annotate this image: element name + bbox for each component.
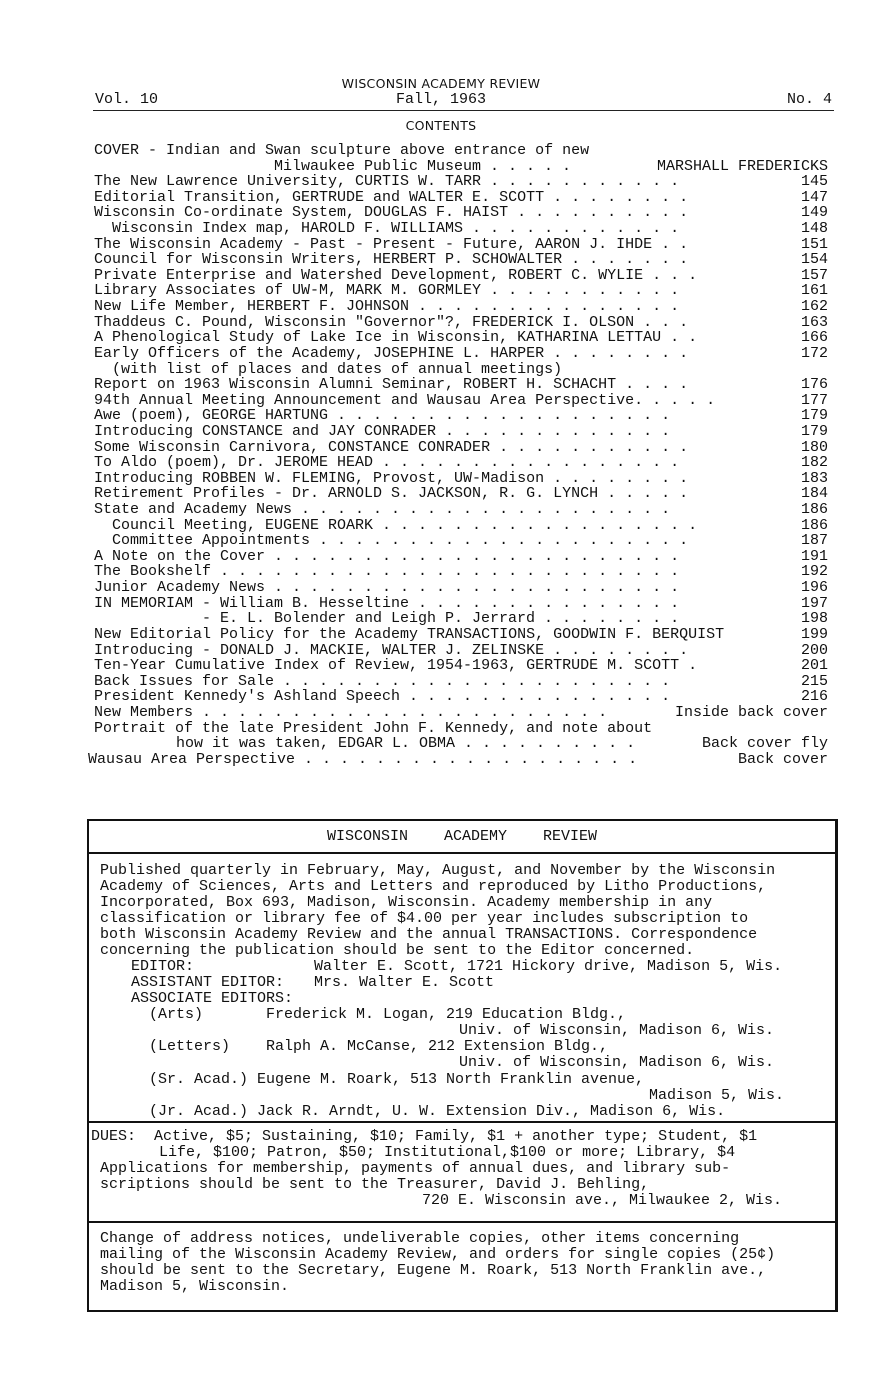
toc-page: Inside back cover <box>674 703 828 721</box>
toc-page: 216 <box>800 688 828 706</box>
associate-line: Madison 5, Wis. <box>649 1087 785 1104</box>
toc-row <box>94 174 834 190</box>
toc-entry: Some Wisconsin Carnivora, CONSTANCE CONRADER . . . . . . . . . . . <box>94 438 689 456</box>
toc-row <box>94 689 834 705</box>
toc-entry: COVER - Indian and Swan sculpture above entrance of new <box>94 142 590 159</box>
toc-entry: Introducing CONSTANCE and JAY CONRADER . . . . . . . . . . . . . <box>94 422 671 440</box>
toc-entry: - E. L. Bolender and Leigh P. Jerrard . . . . . . . . <box>202 610 680 628</box>
toc-page: 196 <box>800 579 828 597</box>
toc-row <box>94 424 834 440</box>
toc-row <box>94 159 834 175</box>
toc-page: MARSHALL FREDERICKS <box>656 157 828 175</box>
associate-section: (Letters) <box>149 1038 231 1055</box>
toc-entry: Back Issues for Sale . . . . . . . . . . . . . . . . . . . . . . <box>94 672 671 690</box>
toc-row <box>94 299 834 315</box>
toc-entry: State and Academy News . . . . . . . . . . . . . . . . . . . . . <box>94 501 671 519</box>
address-line: Change of address notices, undeliverable copies, other items concerning <box>100 1230 740 1247</box>
toc-row <box>94 611 834 627</box>
toc-page: 179 <box>800 422 828 440</box>
associate-line: Jack R. Arndt, U. W. Extension Div., Madison 6, Wis. <box>257 1103 726 1120</box>
toc-row <box>94 143 834 159</box>
toc-page: 149 <box>800 204 828 222</box>
toc-page: 161 <box>800 282 828 300</box>
toc-page: 187 <box>800 532 828 550</box>
toc-entry: Introducing - DONALD J. MACKIE, WALTER J. ZELINSKE . . . . . . . . <box>94 641 689 659</box>
toc-page: 147 <box>800 188 828 206</box>
toc-page: 186 <box>800 501 828 519</box>
associate-line: Eugene M. Roark, 513 North Franklin avenue, <box>257 1071 645 1088</box>
dues-line: scriptions should be sent to the Treasurer, David J. Behling, <box>100 1176 650 1193</box>
publication-line: Incorporated, Box 693, Madison, Wisconsin. Academy membership in any <box>100 894 713 911</box>
toc-row <box>94 564 834 580</box>
toc-entry: Thaddeus C. Pound, Wisconsin "Governor"?, FREDERICK I. OLSON . . . <box>94 313 689 331</box>
box-title: WISCONSIN ACADEMY REVIEW <box>326 828 598 845</box>
toc-page: 157 <box>800 266 828 284</box>
toc-entry: Ten-Year Cumulative Index of Review, 1954-1963, GERTRUDE M. SCOTT . <box>94 657 698 675</box>
toc-row <box>94 440 834 456</box>
associate-line: Frederick M. Logan, 219 Education Bldg., <box>266 1006 627 1023</box>
dues-line: DUES: Active, $5; Sustaining, $10; Family, $1 + another type; Student, $1 <box>91 1128 758 1145</box>
toc-entry: New Editorial Policy for the Academy TRANSACTIONS, GOODWIN F. BERQUIST <box>94 625 725 643</box>
toc-row <box>94 643 834 659</box>
toc-row <box>94 502 834 518</box>
toc-entry: New Members . . . . . . . . . . . . . . . . . . . . . . . <box>94 703 608 721</box>
contents-heading: CONTENTS <box>405 118 477 133</box>
toc-entry: Council for Wisconsin Writers, HERBERT P. SCHOWALTER . . . . . . . <box>94 251 689 269</box>
toc-page: 162 <box>800 298 828 316</box>
toc-page: 200 <box>800 641 828 659</box>
toc-entry: Library Associates of UW-M, MARK M. GORMLEY . . . . . . . . . . . <box>94 282 680 300</box>
toc-row <box>94 190 834 206</box>
toc-entry: Portrait of the late President John F. Kennedy, and note about <box>94 719 653 737</box>
toc-page: 163 <box>800 313 828 331</box>
toc-row <box>94 315 834 331</box>
associate-line: Univ. of Wisconsin, Madison 6, Wis. <box>459 1022 775 1039</box>
address-line: should be sent to the Secretary, Eugene M. Roark, 513 North Franklin ave., <box>100 1262 767 1279</box>
publication-line: Published quarterly in February, May, August, and November by the Wisconsin <box>100 862 776 879</box>
toc-page: 179 <box>800 407 828 425</box>
toc-row <box>94 518 834 534</box>
associate-section: (Jr. Acad.) <box>149 1103 249 1120</box>
toc-row <box>94 268 834 284</box>
toc-row <box>94 362 834 378</box>
toc-row <box>94 627 834 643</box>
toc-page: 151 <box>800 235 828 253</box>
toc-entry: Report on 1963 Wisconsin Alumni Seminar, ROBERT H. SCHACHT . . . . <box>94 376 689 394</box>
toc-row <box>94 252 834 268</box>
toc-entry: how it was taken, EDGAR L. OBMA . . . . . . . . . . <box>176 735 636 753</box>
staff-label: ASSISTANT EDITOR: <box>131 974 285 991</box>
toc-row <box>94 283 834 299</box>
staff-label: EDITOR: <box>131 958 195 975</box>
toc-row <box>94 221 834 237</box>
toc-row <box>94 721 834 737</box>
toc-entry: The New Lawrence University, CURTIS W. TARR . . . . . . . . . . . <box>94 173 680 191</box>
staff-value: Walter E. Scott, 1721 Hickory drive, Madison 5, Wis. <box>314 958 783 975</box>
toc-row <box>94 674 834 690</box>
associate-line: Ralph A. McCanse, 212 Extension Bldg., <box>266 1038 609 1055</box>
toc-page: 198 <box>800 610 828 628</box>
address-line: Madison 5, Wisconsin. <box>100 1278 290 1295</box>
box-divider <box>89 1121 835 1123</box>
toc-row <box>94 486 834 502</box>
associate-section: (Arts) <box>149 1006 204 1023</box>
toc-page: 176 <box>800 376 828 394</box>
toc-page: 197 <box>800 594 828 612</box>
toc-entry: To Aldo (poem), Dr. JEROME HEAD . . . . . . . . . . . . . . . . . <box>94 454 680 472</box>
toc-page: 180 <box>800 438 828 456</box>
publication-line: both Wisconsin Academy Review and the annual TRANSACTIONS. Correspondence <box>100 926 758 943</box>
staff-label: ASSOCIATE EDITORS: <box>131 990 294 1007</box>
toc-page: 182 <box>800 454 828 472</box>
masthead: WISCONSIN ACADEMY REVIEW <box>341 76 541 91</box>
toc-row <box>94 471 834 487</box>
toc-page: 215 <box>800 672 828 690</box>
toc-page: Back cover <box>737 750 828 768</box>
toc-page: 172 <box>800 344 828 362</box>
toc-row <box>94 533 834 549</box>
toc-entry: Committee Appointments . . . . . . . . . . . . . . . . . . . . . <box>112 532 689 550</box>
toc-row <box>94 596 834 612</box>
toc-page: 186 <box>800 516 828 534</box>
toc-row <box>94 408 834 424</box>
toc-entry: Milwaukee Public Museum . . . . . <box>274 157 572 175</box>
publication-line: concerning the publication should be sent to the Editor concerned. <box>100 942 695 959</box>
toc-page: 177 <box>800 391 828 409</box>
toc-page: 145 <box>800 173 828 191</box>
box-divider <box>89 852 835 854</box>
publication-line: Academy of Sciences, Arts and Letters and reproduced by Litho Productions, <box>100 878 767 895</box>
toc-entry: Private Enterprise and Watershed Development, ROBERT C. WYLIE . . . <box>94 266 698 284</box>
table-of-contents <box>88 142 834 768</box>
volume: Vol. 10 <box>95 91 159 108</box>
associate-line: Univ. of Wisconsin, Madison 6, Wis. <box>459 1054 775 1071</box>
toc-page: 192 <box>800 563 828 581</box>
toc-row <box>94 455 834 471</box>
toc-entry: A Note on the Cover . . . . . . . . . . . . . . . . . . . . . . . <box>94 547 680 565</box>
season: Fall, 1963 <box>395 91 486 108</box>
toc-row <box>94 736 834 752</box>
toc-page: 154 <box>800 251 828 269</box>
dues-line: Life, $100; Patron, $50; Institutional,$100 or more; Library, $4 <box>159 1144 736 1161</box>
toc-entry: Retirement Profiles - Dr. ARNOLD S. JACKSON, R. G. LYNCH . . . . . <box>94 485 689 503</box>
toc-entry: The Bookshelf . . . . . . . . . . . . . . . . . . . . . . . . . . <box>94 563 680 581</box>
toc-page: 166 <box>800 329 828 347</box>
toc-entry: Council Meeting, EUGENE ROARK . . . . . . . . . . . . . . . . . . <box>112 516 698 534</box>
dues-line: 720 E. Wisconsin ave., Milwaukee 2, Wis. <box>422 1192 783 1209</box>
toc-entry: Introducing ROBBEN W. FLEMING, Provost, UW-Madison . . . . . . . . <box>94 469 689 487</box>
associate-section: (Sr. Acad.) <box>149 1071 249 1088</box>
toc-row <box>94 549 834 565</box>
address-line: mailing of the Wisconsin Academy Review, and orders for single copies (25¢) <box>100 1246 776 1263</box>
toc-entry: A Phenological Study of Lake Ice in Wisconsin, KATHARINA LETTAU . . <box>94 329 698 347</box>
toc-row <box>94 393 834 409</box>
toc-entry: Wausau Area Perspective . . . . . . . . . . . . . . . . . . . <box>88 750 638 768</box>
toc-row <box>94 580 834 596</box>
publication-line: classification or library fee of $4.00 per year includes subscription to <box>100 910 749 927</box>
toc-page: Back cover fly <box>701 735 828 753</box>
toc-row <box>94 377 834 393</box>
toc-page: 191 <box>800 547 828 565</box>
dues-line: Applications for membership, payments of annual dues, and library sub- <box>100 1160 731 1177</box>
toc-entry: The Wisconsin Academy - Past - Present - Future, AARON J. IHDE . . <box>94 235 689 253</box>
toc-entry: Editorial Transition, GERTRUDE and WALTER E. SCOTT . . . . . . . . <box>94 188 689 206</box>
toc-page: 148 <box>800 220 828 238</box>
toc-row <box>94 205 834 221</box>
toc-entry: Wisconsin Index map, HAROLD F. WILLIAMS . . . . . . . . . . . . <box>112 220 680 238</box>
toc-entry: Wisconsin Co-ordinate System, DOUGLAS F. HAIST . . . . . . . . . . <box>94 204 689 222</box>
toc-entry: IN MEMORIAM - William B. Hesseltine . . . . . . . . . . . . . . . <box>94 594 680 612</box>
masthead-box <box>87 819 838 1312</box>
toc-row <box>94 237 834 253</box>
issue-number: No. 4 <box>786 91 832 108</box>
toc-row <box>94 705 834 721</box>
staff-value: Mrs. Walter E. Scott <box>314 974 495 991</box>
toc-entry: (with list of places and dates of annual meetings) <box>112 360 563 378</box>
toc-entry: New Life Member, HERBERT F. JOHNSON . . . . . . . . . . . . . . . <box>94 298 680 316</box>
toc-entry: 94th Annual Meeting Announcement and Wausau Area Perspective. . . . . <box>94 391 716 409</box>
toc-page: 183 <box>800 469 828 487</box>
toc-row <box>88 750 834 768</box>
toc-page: 199 <box>800 625 828 643</box>
toc-entry: Junior Academy News . . . . . . . . . . . . . . . . . . . . . . . <box>94 579 680 597</box>
toc-entry: President Kennedy's Ashland Speech . . . . . . . . . . . . . . . <box>94 688 671 706</box>
header-rule <box>93 110 834 111</box>
toc-entry: Awe (poem), GEORGE HARTUNG . . . . . . . . . . . . . . . . . . . <box>94 407 671 425</box>
toc-row <box>94 346 834 362</box>
toc-entry: Early Officers of the Academy, JOSEPHINE L. HARPER . . . . . . . . <box>94 344 689 362</box>
box-divider <box>89 1221 835 1223</box>
toc-page: 201 <box>800 657 828 675</box>
toc-row <box>94 330 834 346</box>
toc-row <box>94 658 834 674</box>
toc-page: 184 <box>800 485 828 503</box>
